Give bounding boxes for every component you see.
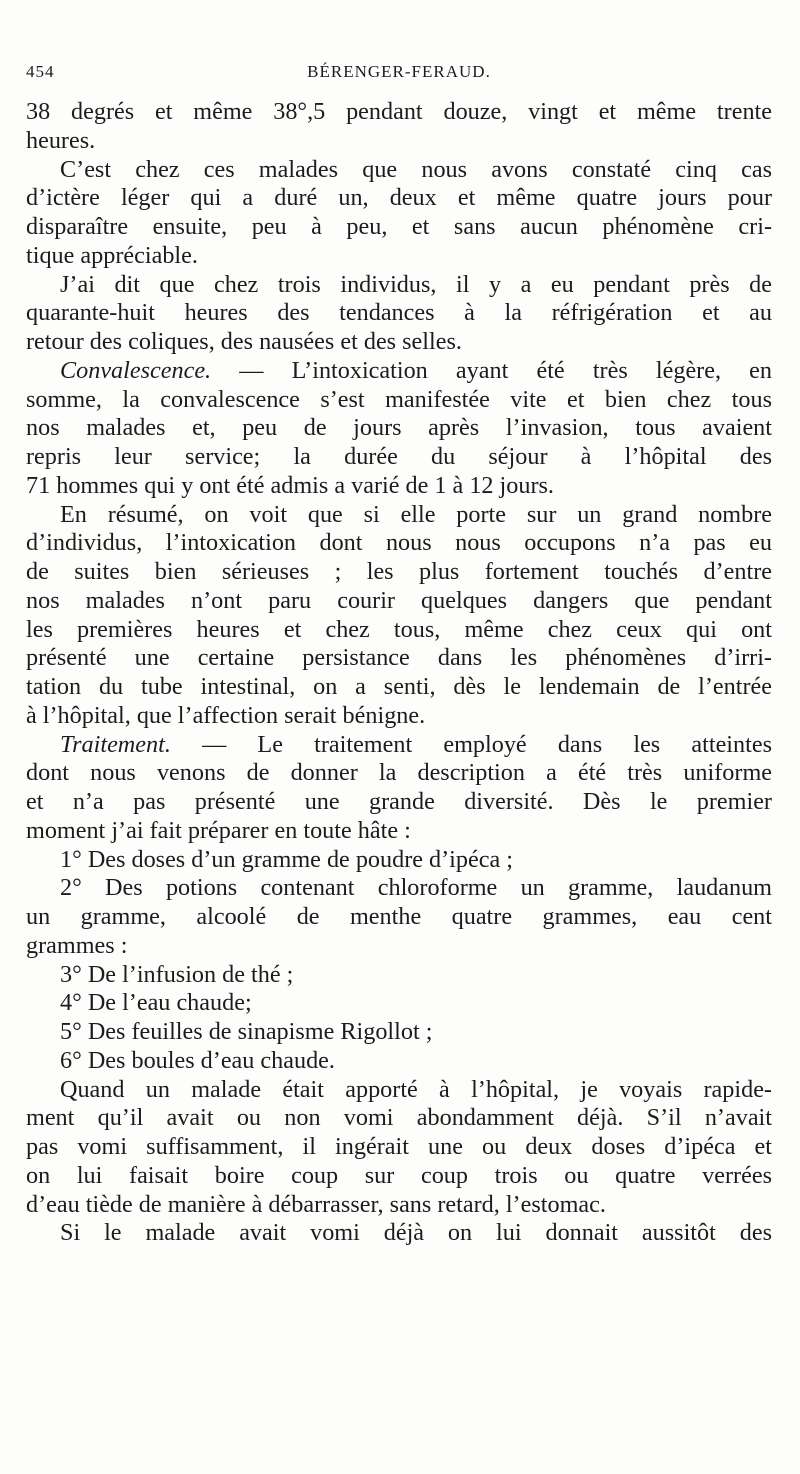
page-header <box>26 62 772 88</box>
text-line: pas vomi suffisamment, il ingérait une ou deux doses d’ipéca et <box>26 1133 772 1160</box>
section-line-convalescence <box>26 357 772 386</box>
section-title-traitement: Traitement. <box>60 730 171 758</box>
running-head: BÉRENGER-FERAUD. <box>307 62 491 81</box>
text-line: tation du tube intestinal, on a senti, dès le lendemain de l’entrée <box>26 673 772 700</box>
text-line: moment j’ai fait préparer en toute hâte : <box>26 816 411 844</box>
text-line: retour des coliques, des nausées et des selles. <box>26 328 462 355</box>
text-line: grammes : <box>26 931 128 959</box>
section-title-convalescence: Convalescence. <box>60 356 212 384</box>
text-line: repris leur service; la durée du séjour à l’hôpital des <box>26 443 772 470</box>
list-item: 3° De l’infusion de thé ; <box>60 960 294 988</box>
section-lead-text: — L’intoxication ayant été très légère, en <box>239 356 773 384</box>
text-line: et n’a pas présenté une grande diversité. Dès le premier <box>26 788 772 815</box>
text-line: disparaître ensuite, peu à peu, et sans aucun phénomène cri- <box>26 213 772 240</box>
section-line-traitement <box>26 731 772 760</box>
list-item: 6° Des boules d’eau chaude. <box>60 1046 335 1074</box>
list-item: 5° Des feuilles de sinapisme Rigollot ; <box>60 1018 433 1045</box>
text-line: Quand un malade était apporté à l’hôpital, je voyais rapide- <box>60 1075 772 1103</box>
body-text <box>26 98 772 1248</box>
text-line: tique appréciable. <box>26 241 198 269</box>
list-item: 2° Des potions contenant chloroforme un gramme, laudanum <box>60 874 772 902</box>
text-line: d’ictère léger qui a duré un, deux et même quatre jours pour <box>26 184 772 212</box>
text-line: 38 degrés et même 38°,5 pendant douze, vingt et même trente <box>26 98 772 125</box>
text-line: nos malades et, peu de jours après l’invasion, tous avaient <box>26 414 772 442</box>
text-line: quarante-huit heures des tendances à la réfrigération et au <box>26 299 772 327</box>
text-line: on lui faisait boire coup sur coup trois ou quatre verrées <box>26 1161 772 1189</box>
text-line: somme, la convalescence s’est manifestée vite et bien chez tous <box>26 385 772 413</box>
text-line: Si le malade avait vomi déjà on lui donnait aussitôt des <box>60 1219 772 1247</box>
text-line: de suites bien sérieuses ; les plus fortement touchés d’entre <box>26 558 772 585</box>
text-line: heures. <box>26 126 96 154</box>
text-line: d’eau tiède de manière à débarrasser, sans retard, l’estomac. <box>26 1190 606 1218</box>
text-line: d’individus, l’intoxication dont nous nous occupons n’a pas eu <box>26 529 772 557</box>
text-line: dont nous venons de donner la description a été très uniforme <box>26 759 772 787</box>
text-line: présenté une certaine persistance dans les phénomènes d’irri- <box>26 644 772 672</box>
text-line: En résumé, on voit que si elle porte sur un grand nombre <box>60 500 772 528</box>
text-line: les premières heures et chez tous, même chez ceux qui ont <box>26 615 772 643</box>
page-number: 454 <box>26 62 55 81</box>
text-line: 71 hommes qui y ont été admis a varié de 1 à 12 jours. <box>26 471 554 499</box>
section-lead-text: — Le traitement employé dans les atteintes <box>202 730 772 758</box>
list-item: 4° De l’eau chaude; <box>60 989 252 1017</box>
text-line: J’ai dit que chez trois individus, il y a eu pendant près de <box>60 270 772 298</box>
text-line: ment qu’il avait ou non vomi abondamment déjà. S’il n’avait <box>26 1104 772 1132</box>
list-item: 1° Des doses d’un gramme de poudre d’ipéca ; <box>60 845 513 873</box>
text-line: un gramme, alcoolé de menthe quatre grammes, eau cent <box>26 903 772 930</box>
text-line: nos malades n’ont paru courir quelques dangers que pendant <box>26 586 772 614</box>
text-line: C’est chez ces malades que nous avons constaté cinq cas <box>60 155 772 183</box>
text-line: à l’hôpital, que l’affection serait bénigne. <box>26 701 426 729</box>
